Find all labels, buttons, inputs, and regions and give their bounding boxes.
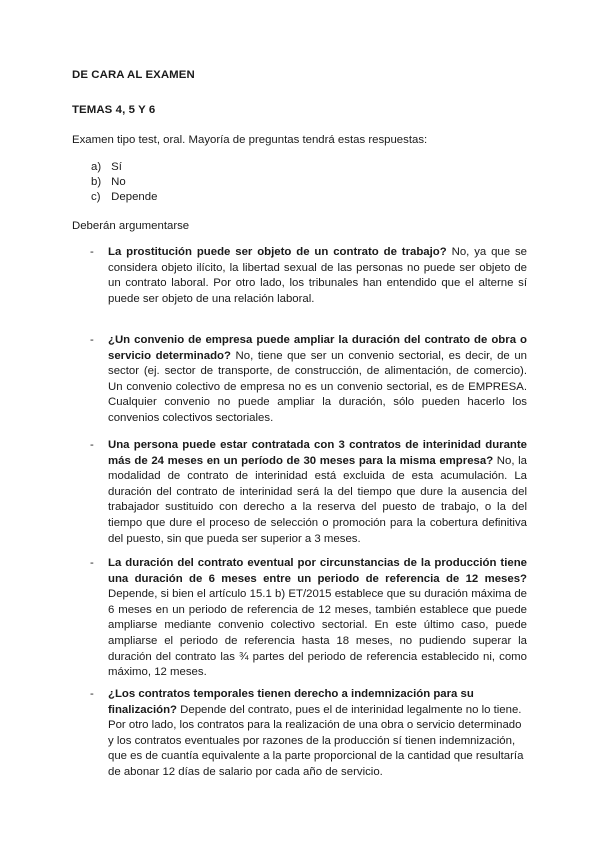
- answer-text: Depende, si bien el artículo 15.1 b) ET/2015 establece que su duración máxima de 6 meses en un periodo de referencia de 12 meses, también establece que puede ampliarse mediante convenio colectivo sectorial. En este último caso, puede ampliarse el periodo de referencia hasta 18 meses, no pudiendo superar la duración del contrato las ¾ partes del periodo de referencia establecido ni, como máximo, 12 meses.: [108, 588, 527, 679]
- intro-text: Examen tipo test, oral. Mayoría de preguntas tendrá estas respuestas:: [72, 134, 428, 146]
- option-text: No: [111, 176, 126, 188]
- answer-text: No, tiene que ser un convenio sectorial, es decir, de un sector (ej. sector de transporte, de construcción, de alimentación, de comercio). Un convenio colectivo de empresa no es un convenio sectorial, es de EMPRESA. Cualquier convenio no puede ampliar la duración, sólo pueden hacerlo los convenios colectivos sectoriales.: [108, 349, 527, 424]
- bullet-dash: -: [90, 246, 94, 258]
- question-text: Una persona puede estar contratada con 3 contratos de interinidad durante más de 24 meses en un período de 30 meses para la misma empresa?: [108, 439, 527, 467]
- question-text: ¿Un convenio de empresa puede ampliar la duración del contrato de obra o servicio determinado?: [108, 334, 527, 362]
- question-item: [90, 687, 527, 781]
- option-letter: a): [91, 161, 102, 173]
- question-item: [90, 438, 527, 547]
- answer-text: No, ya que se considera objeto ilícito, la libertad sexual de las personas no puede ser objeto de un contrato laboral. Por otro lado, los tribunales han entendido que el alterne sí puede ser objeto de una relación laboral.: [108, 246, 527, 305]
- bullet-dash: -: [90, 439, 94, 451]
- question-item: [90, 333, 527, 427]
- argue-note: Deberán argumentarse: [72, 220, 190, 232]
- answer-option-b: [91, 176, 126, 188]
- document-heading: DE CARA AL EXAMEN: [72, 69, 195, 81]
- bullet-dash: -: [90, 557, 94, 569]
- document-subheading: TEMAS 4, 5 Y 6: [72, 104, 156, 116]
- bullet-dash: -: [90, 688, 94, 700]
- option-text: Sí: [111, 161, 122, 173]
- answer-text: Depende del contrato, pues el de interinidad legalmente no lo tiene. Por otro lado, los contratos para la realización de una obra o servicio determinado y los contratos eventuales por razones de la producción sí tienen indemnización, que es de cuantía equivalente a la parte proporcional de la cantidad que resultaría de abonar 12 días de salario por cada año de servicio.: [108, 703, 524, 778]
- question-text: La duración del contrato eventual por circunstancias de la producción tiene una duración de 6 meses entre un periodo de referencia de 12 meses?: [108, 557, 527, 585]
- question-item: [90, 245, 527, 307]
- answer-option-a: [91, 161, 122, 173]
- question-text: ¿Los contratos temporales tienen derecho a indemnización para su finalización?: [108, 688, 474, 716]
- answer-option-c: [91, 191, 157, 203]
- bullet-dash: -: [90, 334, 94, 346]
- option-letter: b): [91, 176, 102, 188]
- question-item: [90, 556, 527, 681]
- option-text: Depende: [111, 191, 158, 203]
- answer-text: No, la modalidad de contrato de interinidad está excluida de esta acumulación. La duración del contrato de interinidad será la del tiempo que dure la ausencia del trabajador sustituido con derecho a la reserva del puesto de trabajo, o la del tiempo que dure el proceso de selección o promoción para la cobertura definitiva del puesto, sin que pueda ser superior a 3 meses.: [108, 454, 528, 545]
- option-letter: c): [91, 191, 101, 203]
- question-text: La prostitución puede ser objeto de un contrato de trabajo?: [108, 246, 447, 258]
